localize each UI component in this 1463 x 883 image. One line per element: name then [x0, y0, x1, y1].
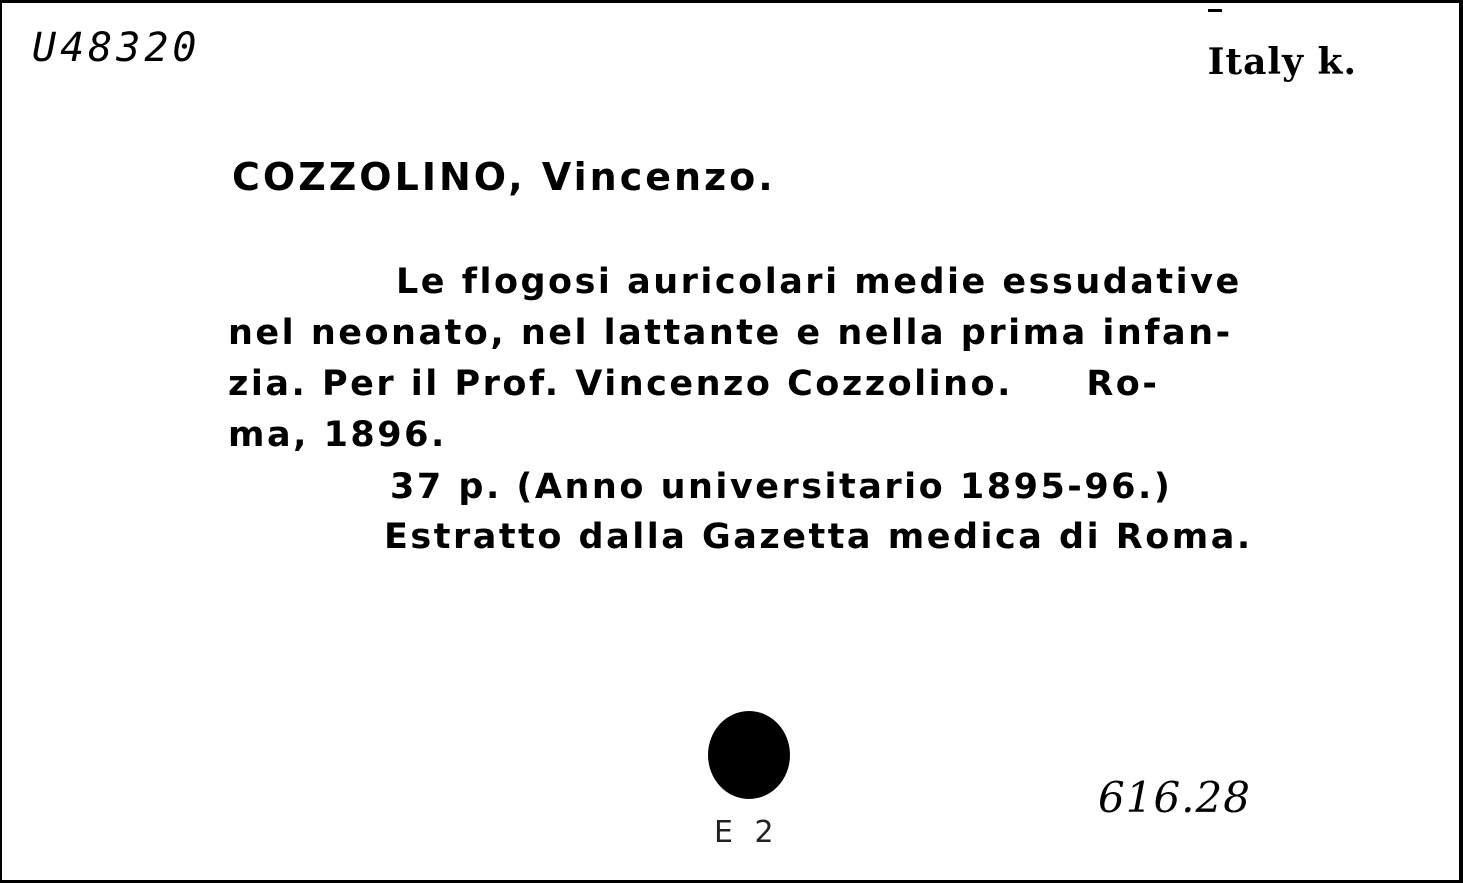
- collation-line: 37 p. (Anno universitario 1895-96.): [390, 467, 1173, 507]
- author-heading: COZZOLINO, Vincenzo.: [232, 155, 776, 199]
- title-line: zia. Per il Prof. Vincenzo Cozzolino. Ro-: [228, 364, 1160, 404]
- classification-number: 616.28: [1098, 773, 1251, 822]
- punch-hole: [708, 711, 790, 799]
- title-block: [228, 257, 1423, 461]
- note-line: Estratto dalla Gazetta medica di Roma.: [384, 517, 1253, 557]
- edge-mark: [1208, 9, 1222, 12]
- location-code: Italy k.: [1207, 41, 1357, 83]
- title-line: Le flogosi auricolari medie essudative: [396, 262, 1242, 302]
- title-line: ma, 1896.: [228, 415, 447, 455]
- accession-number: U48320: [32, 25, 201, 71]
- shelf-mark: E 2: [714, 815, 780, 850]
- title-line: nel neonato, nel lattante e nella prima infan-: [228, 313, 1233, 353]
